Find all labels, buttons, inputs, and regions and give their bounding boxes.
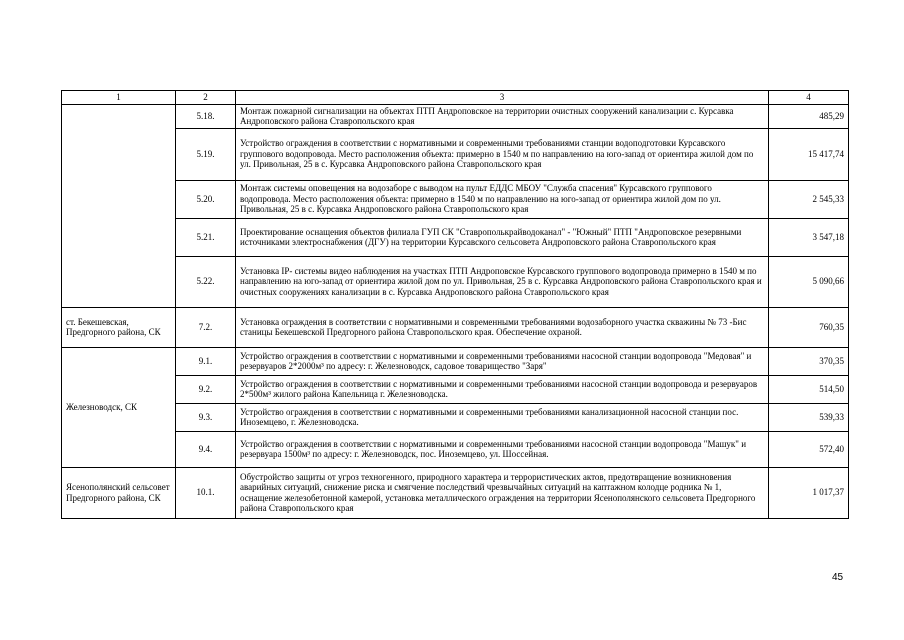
table-row — [62, 256, 849, 307]
item-description: Устройство ограждения в соответствии с нормативными и современными требованиями станции водоподготовки Курсавского группового водопровода. Место расположения объекта: примерно в 1540 м по направлению на юго-запад от ориентира жилой дом по ул. Привольная, 25 в с. Курсавка Андроповского района Ставропольского края — [236, 128, 769, 180]
table-row — [62, 307, 849, 347]
item-number: 9.3. — [176, 403, 236, 431]
table-row — [62, 375, 849, 403]
item-value: 514,50 — [769, 375, 849, 403]
table-row — [62, 218, 849, 256]
location-cell: ст. Бекешевская, Предгорного района, СК — [62, 307, 176, 347]
table-row — [62, 347, 849, 375]
item-number: 5.19. — [176, 128, 236, 180]
item-value: 5 090,66 — [769, 256, 849, 307]
header-col-2: 2 — [176, 91, 236, 105]
item-description: Монтаж пожарной сигнализации на объектах ПТП Андроповское на территории очистных сооружений канализации с. Курсавка Андроповского района Ставропольского края — [236, 104, 769, 128]
page-number: 45 — [832, 572, 844, 583]
item-value: 1 017,37 — [769, 467, 849, 518]
table-row — [62, 180, 849, 218]
item-description: Установка ограждения в соответствии с нормативными и современными требованиями водозаборного участка скважины № 73 -Бис станицы Бекешевской Предгорного района Ставропольского края. Обеспечение охраной. — [236, 307, 769, 347]
item-value: 539,33 — [769, 403, 849, 431]
item-description: Установка IP- системы видео наблюдения на участках ПТП Андроповское Курсавского группового водопровода примерно в 1540 м по направлению на юго-запад от ориентира жилой дом по ул. Привольная, 25 в с. Курсавка Андроповского района Ставропольского края и очистных сооружениях канализации в с. Курсавка Андроповского района Ставропольского края — [236, 256, 769, 307]
item-number: 9.4. — [176, 431, 236, 467]
item-number: 5.22. — [176, 256, 236, 307]
item-description: Монтаж системы оповещения на водозаборе с выводом на пульт ЕДДС МБОУ "Служба спасения" Курсавского группового водопровода. Место расположения объекта: примерно в 1540 м по направлению на юго-запад от ориентира жилой дом по ул. Привольная, 25 в с. Курсавка Андроповского района Ставропольского края — [236, 180, 769, 218]
header-col-3: 3 — [236, 91, 769, 105]
investment-table — [61, 90, 849, 519]
table-row — [62, 431, 849, 467]
location-cell — [62, 104, 176, 307]
item-description: Устройство ограждения в соответствии с нормативными и современными требованиями насосной станции водопровода и резервуаров 2*500м³ жилого района Капельница г. Железноводска. — [236, 375, 769, 403]
item-value: 760,35 — [769, 307, 849, 347]
item-number: 9.1. — [176, 347, 236, 375]
item-number: 5.18. — [176, 104, 236, 128]
table-row — [62, 128, 849, 180]
table-header-row — [62, 91, 849, 105]
item-number: 5.20. — [176, 180, 236, 218]
location-cell: Ясенополянский сельсовет Предгорного района, СК — [62, 467, 176, 518]
location-cell: Железноводск, СК — [62, 347, 176, 467]
item-description: Устройство ограждения в соответствии с нормативными и современными требованиями насосной станции водопровода "Медовая" и резервуаров 2*2000м³ по адресу: г. Железноводск, садовое товарищество "Заря" — [236, 347, 769, 375]
item-number: 7.2. — [176, 307, 236, 347]
item-description: Устройство ограждения в соответствии с нормативными и современными требованиями канализационной насосной станции пос. Иноземцево, г. Железноводска. — [236, 403, 769, 431]
item-value: 485,29 — [769, 104, 849, 128]
item-value: 370,35 — [769, 347, 849, 375]
item-description: Обустройство защиты от угроз техногенного, природного характера и террористических актов, предотвращение возникновения аварийных ситуаций, снижение риска и смягчение последствий чрезвычайных ситуаций на каптажном колодце родника № 1, оснащение железобетонной камерой, установка металлического ограждения на территории Ясенополянского сельсовета Предгорного района Ставропольского края — [236, 467, 769, 518]
table-row — [62, 467, 849, 518]
table-row — [62, 104, 849, 128]
item-value: 572,40 — [769, 431, 849, 467]
item-value: 2 545,33 — [769, 180, 849, 218]
item-number: 5.21. — [176, 218, 236, 256]
item-value: 15 417,74 — [769, 128, 849, 180]
item-number: 9.2. — [176, 375, 236, 403]
header-col-4: 4 — [769, 91, 849, 105]
item-description: Проектирование оснащения объектов филиала ГУП СК "Ставрополькрайводоканал" - "Южный" ПТП "Андроповское резервными источниками электроснабжения (ДГУ) на территории Курсавского сельсовета Андроповского района Ставропольского края — [236, 218, 769, 256]
header-col-1: 1 — [62, 91, 176, 105]
item-value: 3 547,18 — [769, 218, 849, 256]
item-number: 10.1. — [176, 467, 236, 518]
item-description: Устройство ограждения в соответствии с нормативными и современными требованиями насосной станции водопровода "Машук" и резервуара 1500м³ по адресу: г. Железноводск, пос. Иноземцево, ул. Шоссейная. — [236, 431, 769, 467]
table-row — [62, 403, 849, 431]
